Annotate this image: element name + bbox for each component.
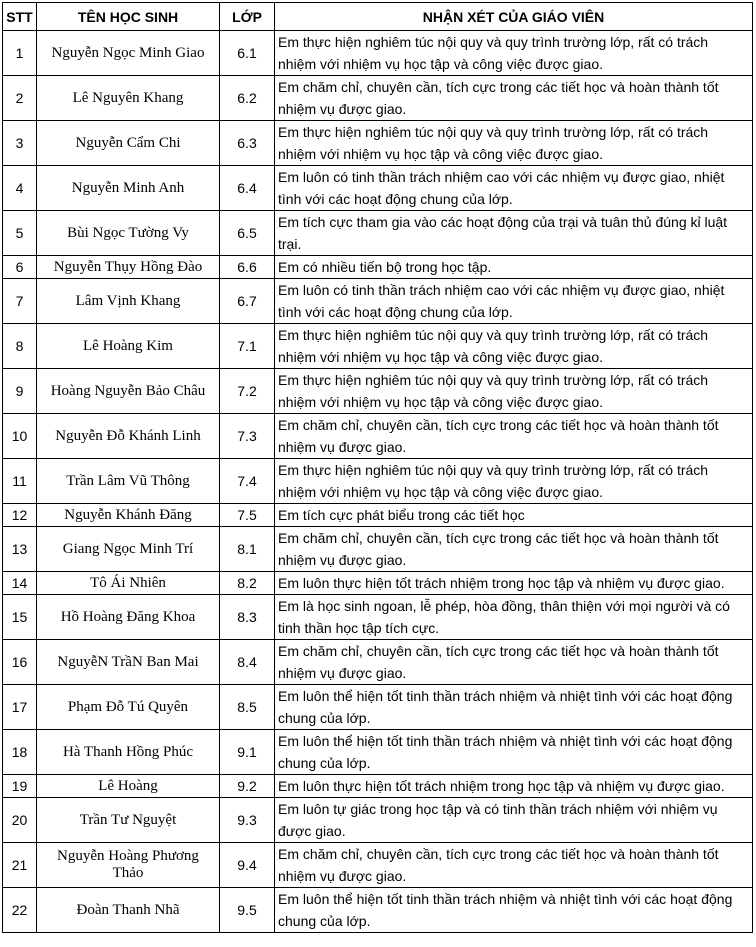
table-row xyxy=(3,414,753,459)
table-row xyxy=(3,31,753,76)
table-row xyxy=(3,843,753,888)
table-row xyxy=(3,730,753,775)
row-stt: 20 xyxy=(3,798,37,843)
table-row xyxy=(3,798,753,843)
row-grade: 6.4 xyxy=(220,166,275,211)
row-student-name: Nguyễn Đỗ Khánh Linh xyxy=(37,414,220,459)
row-student-name: Lê Hoàng xyxy=(37,775,220,798)
row-grade: 9.3 xyxy=(220,798,275,843)
row-student-name: Phạm Đỗ Tú Quyên xyxy=(37,685,220,730)
row-stt: 15 xyxy=(3,595,37,640)
header-stt: STT xyxy=(3,3,37,31)
row-student-name: Nguyễn Thụy Hồng Đào xyxy=(37,256,220,279)
row-grade: 7.3 xyxy=(220,414,275,459)
table-row xyxy=(3,166,753,211)
row-grade: 8.4 xyxy=(220,640,275,685)
table-row xyxy=(3,369,753,414)
row-grade: 6.6 xyxy=(220,256,275,279)
row-stt: 16 xyxy=(3,640,37,685)
row-comment: Em chăm chỉ, chuyên cần, tích cực trong các tiết học và hoàn thành tốt nhiệm vụ được giao. xyxy=(275,843,753,888)
row-comment: Em chăm chỉ, chuyên cần, tích cực trong các tiết học và hoàn thành tốt nhiệm vụ được giao. xyxy=(275,527,753,572)
row-student-name: Lê Hoàng Kim xyxy=(37,324,220,369)
row-grade: 8.5 xyxy=(220,685,275,730)
row-student-name: Nguyễn Minh Anh xyxy=(37,166,220,211)
row-comment: Em luôn thể hiện tốt tinh thần trách nhiệm và nhiệt tình với các hoạt động chung của lớp. xyxy=(275,685,753,730)
row-stt: 14 xyxy=(3,572,37,595)
row-comment: Em luôn thực hiện tốt trách nhiệm trong học tập và nhiệm vụ được giao. xyxy=(275,572,753,595)
row-student-name: Hoàng Nguyễn Bảo Châu xyxy=(37,369,220,414)
row-grade: 8.3 xyxy=(220,595,275,640)
row-grade: 7.2 xyxy=(220,369,275,414)
row-grade: 6.2 xyxy=(220,76,275,121)
row-grade: 6.7 xyxy=(220,279,275,324)
table-row xyxy=(3,504,753,527)
row-stt: 21 xyxy=(3,843,37,888)
row-student-name: Nguyễn Hoàng Phương Thảo xyxy=(37,843,220,888)
student-comments-table xyxy=(2,2,753,933)
row-student-name: Hà Thanh Hồng Phúc xyxy=(37,730,220,775)
row-grade: 6.5 xyxy=(220,211,275,256)
row-student-name: Đoàn Thanh Nhã xyxy=(37,888,220,933)
row-grade: 7.1 xyxy=(220,324,275,369)
row-student-name: Lê Nguyên Khang xyxy=(37,76,220,121)
table-row xyxy=(3,775,753,798)
table-row xyxy=(3,572,753,595)
row-stt: 22 xyxy=(3,888,37,933)
row-grade: 9.5 xyxy=(220,888,275,933)
row-student-name: Giang Ngọc Minh Trí xyxy=(37,527,220,572)
header-student-name: TÊN HỌC SINH xyxy=(37,3,220,31)
row-comment: Em luôn thể hiện tốt tinh thần trách nhiệm và nhiệt tình với các hoạt động chung của lớp. xyxy=(275,730,753,775)
table-row xyxy=(3,459,753,504)
table-row xyxy=(3,888,753,933)
row-comment: Em chăm chỉ, chuyên cần, tích cực trong các tiết học và hoàn thành tốt nhiệm vụ được giao. xyxy=(275,76,753,121)
row-comment: Em thực hiện nghiêm túc nội quy và quy trình trường lớp, rất có trách nhiệm với nhiệm vụ học tập và công việc được giao. xyxy=(275,31,753,76)
row-stt: 18 xyxy=(3,730,37,775)
row-comment: Em luôn có tinh thần trách nhiệm cao với các nhiệm vụ được giao, nhiệt tình với các hoạt động chung của lớp. xyxy=(275,279,753,324)
row-stt: 12 xyxy=(3,504,37,527)
table-row xyxy=(3,256,753,279)
row-student-name: Bùi Ngọc Tường Vy xyxy=(37,211,220,256)
row-grade: 8.1 xyxy=(220,527,275,572)
row-grade: 7.4 xyxy=(220,459,275,504)
table-row xyxy=(3,121,753,166)
row-comment: Em luôn tự giác trong học tập và có tinh thần trách nhiệm với nhiệm vụ được giao. xyxy=(275,798,753,843)
table-row xyxy=(3,324,753,369)
row-stt: 9 xyxy=(3,369,37,414)
row-comment: Em có nhiều tiến bộ trong học tập. xyxy=(275,256,753,279)
row-comment: Em thực hiện nghiêm túc nội quy và quy trình trường lớp, rất có trách nhiệm với nhiệm vụ học tập và công việc được giao. xyxy=(275,324,753,369)
row-student-name: Hồ Hoàng Đăng Khoa xyxy=(37,595,220,640)
row-grade: 6.1 xyxy=(220,31,275,76)
table-row xyxy=(3,211,753,256)
row-stt: 13 xyxy=(3,527,37,572)
row-student-name: Trần Tư Nguyệt xyxy=(37,798,220,843)
row-student-name: Tô Ái Nhiên xyxy=(37,572,220,595)
row-comment: Em chăm chỉ, chuyên cần, tích cực trong các tiết học và hoàn thành tốt nhiệm vụ được giao. xyxy=(275,640,753,685)
row-comment: Em tích cực tham gia vào các hoạt động của trại và tuân thủ đúng kỉ luật trại. xyxy=(275,211,753,256)
row-comment: Em luôn có tinh thần trách nhiệm cao với các nhiệm vụ được giao, nhiệt tình với các hoạt động chung của lớp. xyxy=(275,166,753,211)
row-stt: 3 xyxy=(3,121,37,166)
row-student-name: Nguyễn Ngọc Minh Giao xyxy=(37,31,220,76)
row-stt: 5 xyxy=(3,211,37,256)
header-teacher-comment: NHẬN XÉT CỦA GIÁO VIÊN xyxy=(275,3,753,31)
header-grade: LỚP xyxy=(220,3,275,31)
row-grade: 7.5 xyxy=(220,504,275,527)
row-student-name: Nguyễn Cẩm Chi xyxy=(37,121,220,166)
row-stt: 19 xyxy=(3,775,37,798)
table-row xyxy=(3,640,753,685)
row-stt: 11 xyxy=(3,459,37,504)
row-comment: Em thực hiện nghiêm túc nội quy và quy trình trường lớp, rất có trách nhiệm với nhiệm vụ học tập và công việc được giao. xyxy=(275,459,753,504)
row-grade: 9.2 xyxy=(220,775,275,798)
table-row xyxy=(3,685,753,730)
row-stt: 8 xyxy=(3,324,37,369)
row-comment: Em chăm chỉ, chuyên cần, tích cực trong các tiết học và hoàn thành tốt nhiệm vụ được giao. xyxy=(275,414,753,459)
row-comment: Em tích cực phát biểu trong các tiết học xyxy=(275,504,753,527)
row-stt: 17 xyxy=(3,685,37,730)
row-stt: 1 xyxy=(3,31,37,76)
row-grade: 8.2 xyxy=(220,572,275,595)
row-comment: Em luôn thể hiện tốt tinh thần trách nhiệm và nhiệt tình với các hoạt động chung của lớp. xyxy=(275,888,753,933)
row-grade: 6.3 xyxy=(220,121,275,166)
row-student-name: Trần Lâm Vũ Thông xyxy=(37,459,220,504)
table-row xyxy=(3,527,753,572)
header-row xyxy=(3,3,753,31)
row-stt: 10 xyxy=(3,414,37,459)
row-student-name: Lâm Vịnh Khang xyxy=(37,279,220,324)
table-row xyxy=(3,595,753,640)
table-row xyxy=(3,76,753,121)
table-row xyxy=(3,279,753,324)
row-grade: 9.4 xyxy=(220,843,275,888)
row-student-name: Nguyễn Khánh Đăng xyxy=(37,504,220,527)
row-stt: 2 xyxy=(3,76,37,121)
row-student-name: NguyễN TrầN Ban Mai xyxy=(37,640,220,685)
row-stt: 6 xyxy=(3,256,37,279)
row-comment: Em thực hiện nghiêm túc nội quy và quy trình trường lớp, rất có trách nhiệm với nhiệm vụ học tập và công việc được giao. xyxy=(275,369,753,414)
row-comment: Em luôn thực hiện tốt trách nhiệm trong học tập và nhiệm vụ được giao. xyxy=(275,775,753,798)
row-stt: 4 xyxy=(3,166,37,211)
row-comment: Em là học sinh ngoan, lễ phép, hòa đồng, thân thiện với mọi người và có tinh thần học tập tích cực. xyxy=(275,595,753,640)
row-comment: Em thực hiện nghiêm túc nội quy và quy trình trường lớp, rất có trách nhiệm với nhiệm vụ học tập và công việc được giao. xyxy=(275,121,753,166)
row-stt: 7 xyxy=(3,279,37,324)
row-grade: 9.1 xyxy=(220,730,275,775)
